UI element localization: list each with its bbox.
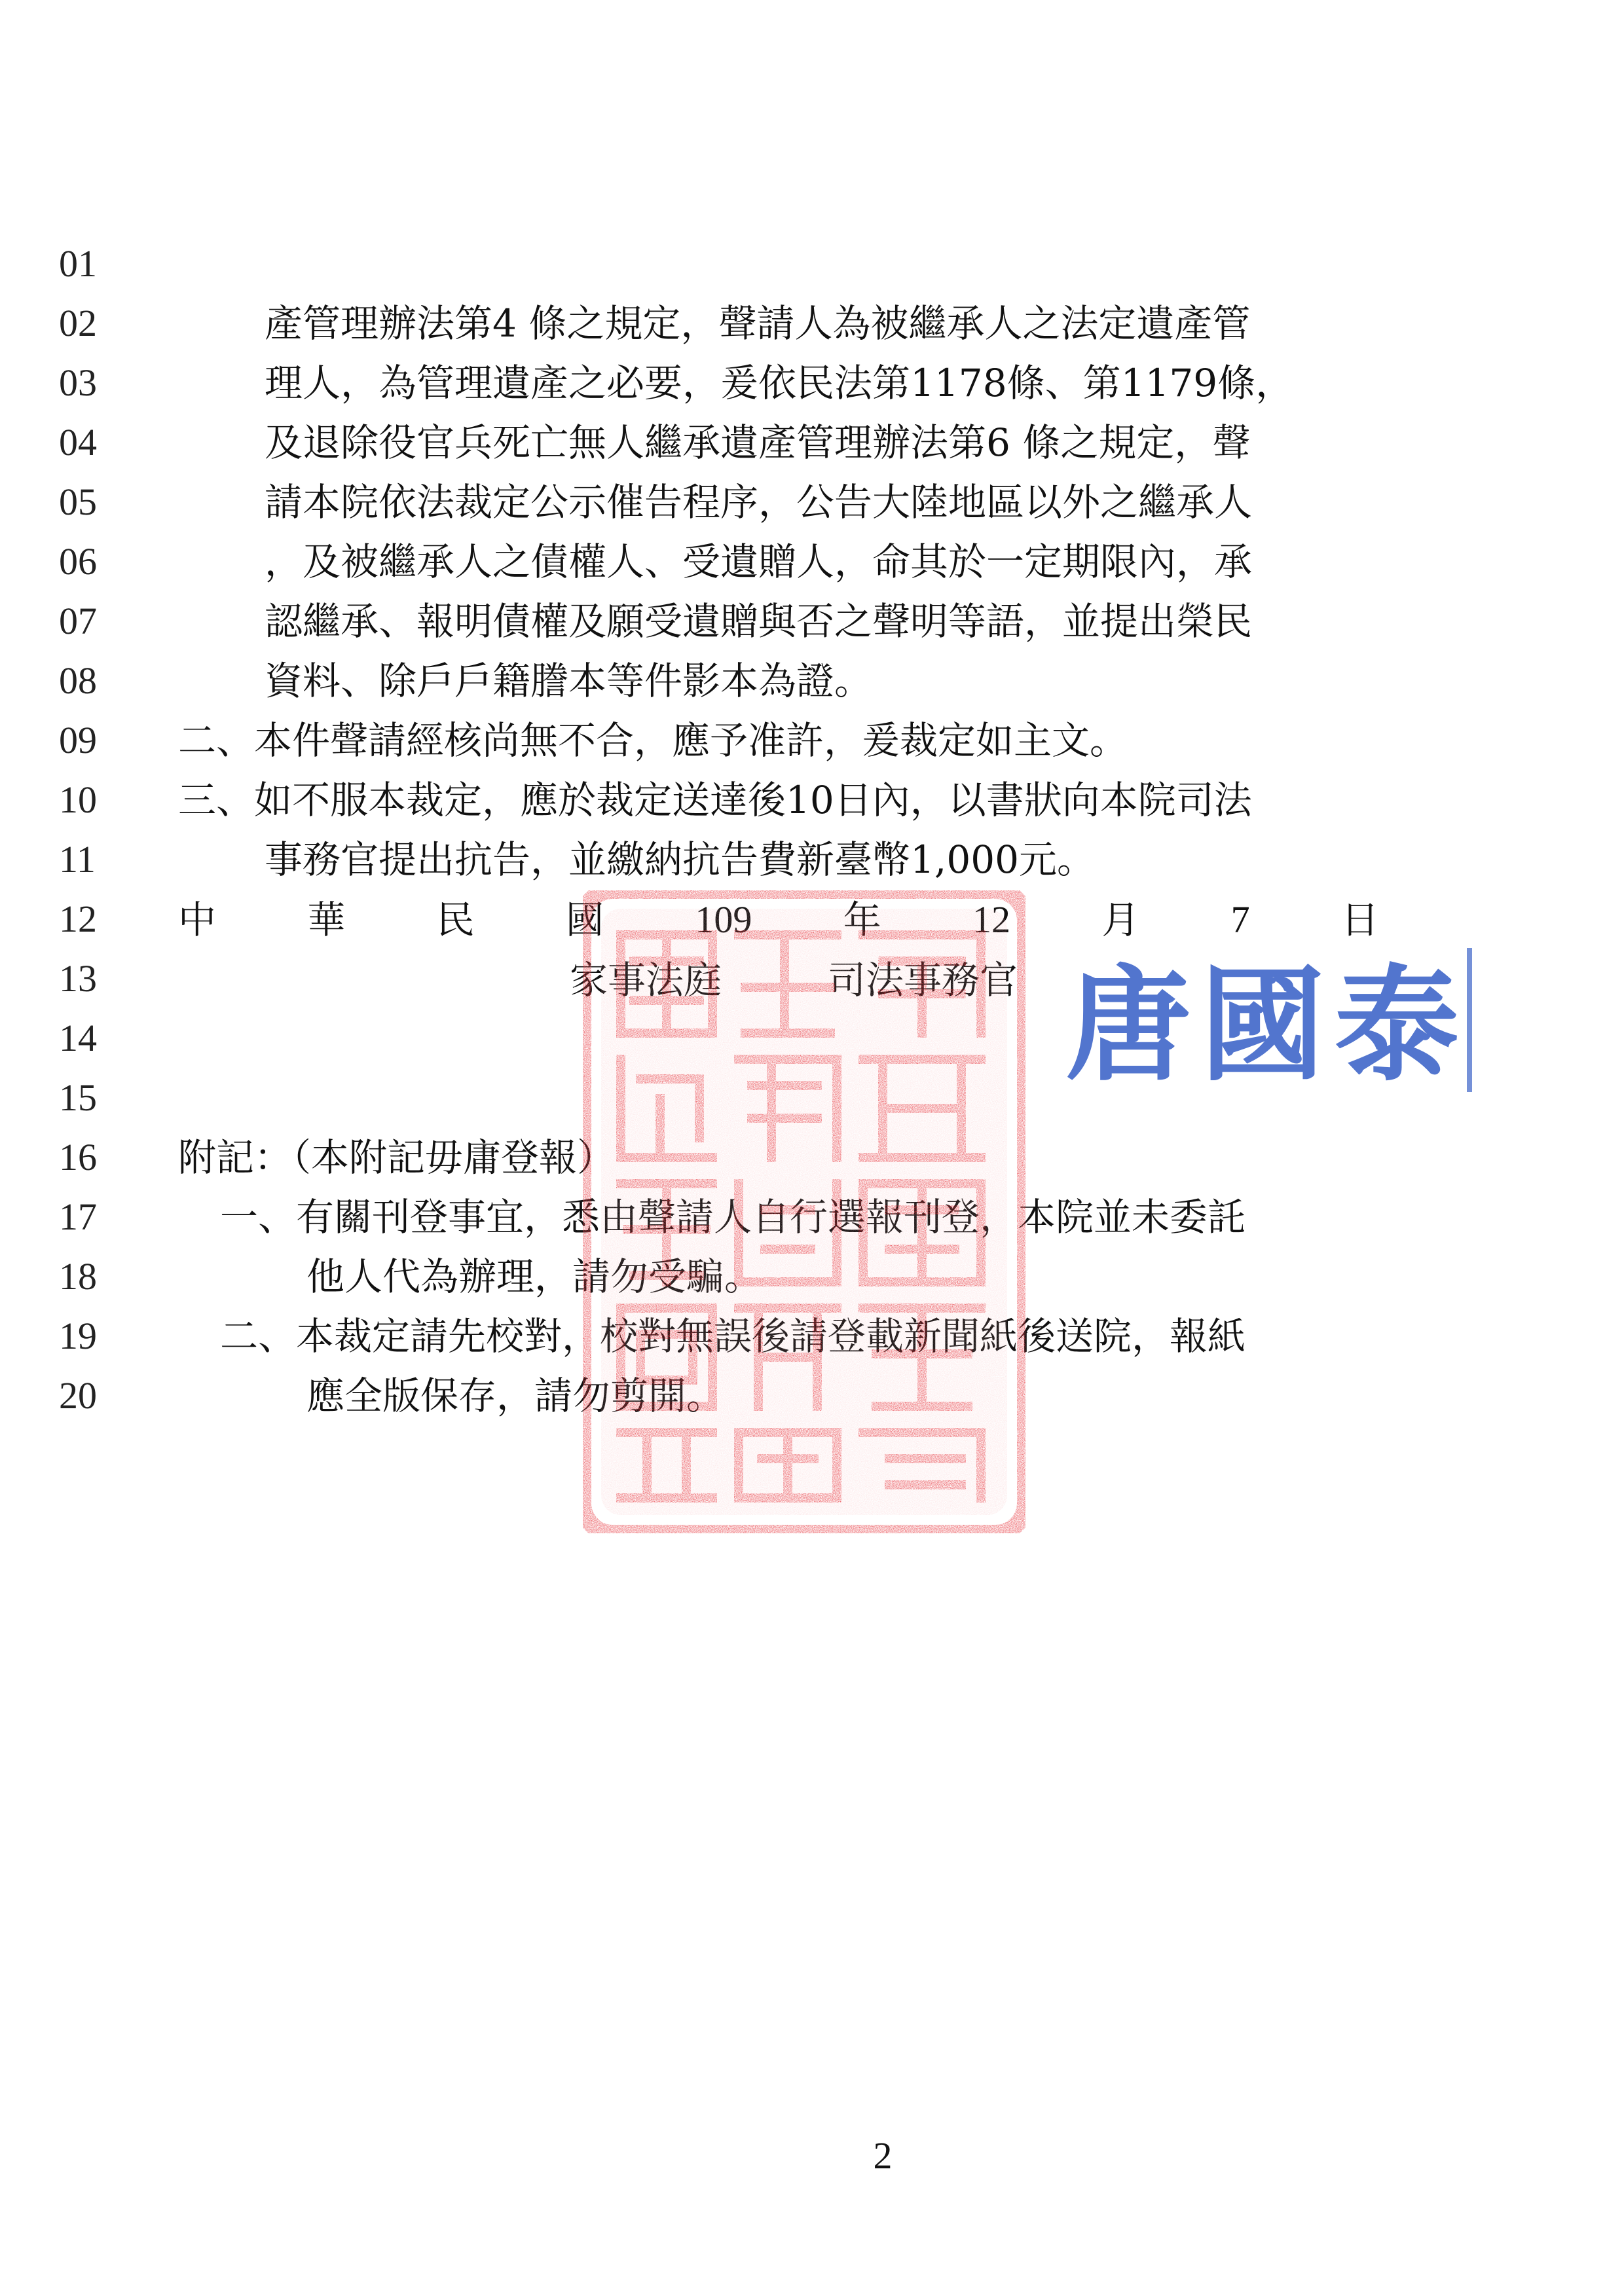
body-text-line: 及退除役官兵死亡無人繼承遺產管理辦法第6 條之規定，聲 bbox=[265, 420, 1251, 465]
date-part: 華 bbox=[307, 898, 346, 942]
body-text-line: 資料、除戶戶籍謄本等件影本為證。 bbox=[265, 659, 873, 703]
page-number: 2 bbox=[873, 2134, 893, 2177]
ruling-date bbox=[178, 897, 1379, 943]
line-number: 08 bbox=[59, 659, 97, 702]
line-number: 10 bbox=[59, 778, 97, 821]
date-part: 中 bbox=[178, 898, 217, 942]
note-item-cont: 應全版保存，請勿剪開。 bbox=[306, 1374, 725, 1418]
date-month: 12 bbox=[972, 898, 1010, 941]
body-text-line: 產管理辦法第4 條之規定，聲請人為被繼承人之法定遺產管 bbox=[265, 301, 1251, 346]
date-part: 月 bbox=[1101, 898, 1140, 942]
note-item-cont: 他人代為辦理，請勿受騙。 bbox=[306, 1254, 763, 1299]
date-part: 年 bbox=[843, 898, 881, 942]
body-text-line: ，及被繼承人之債權人、受遺贈人，命其於一定期限內，承 bbox=[265, 539, 1253, 584]
court-division: 家事法庭 bbox=[570, 958, 722, 1002]
body-text-line: 認繼承、報明債權及願受遺贈與否之聲明等語，並提出榮民 bbox=[265, 599, 1253, 644]
svg-text:國: 國 bbox=[1200, 952, 1325, 1098]
date-day: 7 bbox=[1230, 898, 1250, 941]
line-number: 12 bbox=[59, 898, 97, 940]
line-number: 11 bbox=[59, 838, 96, 881]
ruling-item-three-cont: 事務官提出抗告，並繳納抗告費新臺幣1,000元。 bbox=[265, 837, 1096, 882]
line-number: 14 bbox=[59, 1017, 97, 1059]
line-number: 03 bbox=[59, 361, 97, 404]
ruling-item-three: 三、如不服本裁定，應於裁定送達後10日內，以書狀向本院司法 bbox=[178, 778, 1252, 822]
line-number: 13 bbox=[59, 957, 97, 1000]
line-number: 04 bbox=[59, 421, 97, 464]
date-year: 109 bbox=[695, 898, 752, 941]
date-part: 日 bbox=[1340, 898, 1379, 942]
line-number: 18 bbox=[59, 1255, 97, 1298]
line-number: 09 bbox=[59, 719, 97, 761]
line-number: 20 bbox=[59, 1374, 97, 1417]
line-number: 15 bbox=[59, 1076, 97, 1119]
svg-text:唐: 唐 bbox=[1066, 952, 1191, 1098]
line-number: 02 bbox=[59, 302, 97, 344]
note-item: 一、有關刊登事宜，悉由聲請人自行選報刊登，本院並未委託 bbox=[220, 1195, 1246, 1239]
ruling-item-two: 二、本件聲請經核尚無不合，應予准許，爰裁定如主文。 bbox=[178, 718, 1128, 763]
line-number: 05 bbox=[59, 481, 97, 523]
note-item: 二、本裁定請先校對，校對無誤後請登載新聞紙後送院，報紙 bbox=[220, 1314, 1246, 1358]
body-text-line: 請本院依法裁定公示催告程序，公告大陸地區以外之繼承人 bbox=[265, 480, 1253, 524]
officer-name-stamp bbox=[1066, 938, 1472, 1108]
body-text-line: 理人，為管理遺產之必要，爰依民法第1178條、第1179條， bbox=[265, 361, 1294, 405]
date-part: 民 bbox=[436, 898, 475, 942]
officer-title: 司法事務官 bbox=[828, 958, 1018, 1002]
line-number: 16 bbox=[59, 1136, 97, 1178]
note-heading: 附記：（本附記毋庸登報） bbox=[178, 1135, 616, 1180]
line-number: 01 bbox=[59, 242, 97, 285]
line-number: 17 bbox=[59, 1195, 97, 1238]
line-number: 06 bbox=[59, 540, 97, 583]
line-number: 07 bbox=[59, 600, 97, 642]
date-part: 國 bbox=[565, 898, 604, 942]
svg-text:泰: 泰 bbox=[1335, 952, 1460, 1098]
line-number: 19 bbox=[59, 1315, 97, 1357]
